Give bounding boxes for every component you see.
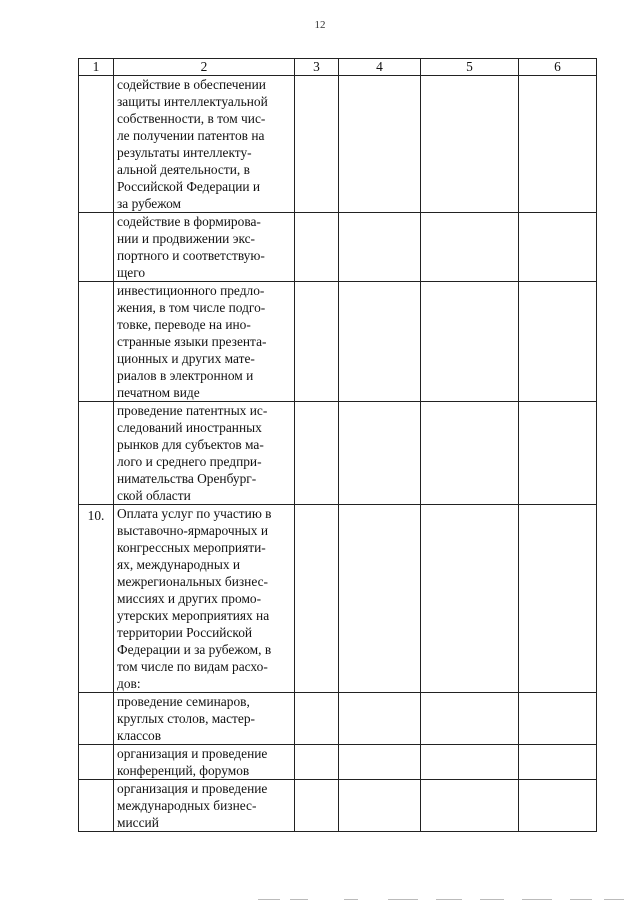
- description-line: собственности, в том чис-: [117, 111, 266, 126]
- row-description-cell: [114, 213, 295, 282]
- table-row: [79, 505, 597, 693]
- row-number-cell: [79, 213, 114, 282]
- description-line: содействие в формирова-: [117, 214, 261, 229]
- description-line: Федерации и за рубежом, в: [117, 642, 272, 657]
- description-line: щего: [117, 265, 146, 280]
- description-line: нии и продвижении экс-: [117, 231, 256, 246]
- empty-cell-col6: [519, 76, 597, 213]
- empty-cell-col3: [295, 282, 339, 402]
- empty-cell-col4: [339, 76, 421, 213]
- empty-cell-col6: [519, 693, 597, 745]
- empty-cell-col6: [519, 780, 597, 832]
- description-line: конгрессных мероприяти-: [117, 540, 266, 555]
- table-row: [79, 693, 597, 745]
- description-line: результаты интеллекту-: [117, 145, 252, 160]
- table-row: [79, 76, 597, 213]
- row-description-cell: [114, 505, 295, 693]
- empty-cell-col3: [295, 213, 339, 282]
- description-line: миссиях и других промо-: [117, 591, 262, 606]
- description-line: Российской Федерации и: [117, 179, 261, 194]
- empty-cell-col4: [339, 505, 421, 693]
- description-line: организация и проведение: [117, 781, 268, 796]
- empty-cell-col3: [295, 402, 339, 505]
- description-line: выставочно-ярмарочных и: [117, 523, 268, 538]
- description-line: ционных и других мате-: [117, 351, 255, 366]
- empty-cell-col5: [421, 213, 519, 282]
- row-number-cell: [79, 282, 114, 402]
- row-description-cell: [114, 745, 295, 780]
- description-line: территории Российской: [117, 625, 253, 640]
- description-line: содействие в обеспечении: [117, 77, 266, 92]
- table-header-row: [79, 59, 597, 76]
- empty-cell-col5: [421, 505, 519, 693]
- empty-cell-col4: [339, 745, 421, 780]
- description-line: странные языки презента-: [117, 334, 267, 349]
- page-number: 12: [314, 19, 326, 31]
- table-row: [79, 213, 597, 282]
- column-header: 6: [519, 59, 597, 76]
- row-number-cell: [79, 745, 114, 780]
- empty-cell-col5: [421, 76, 519, 213]
- empty-cell-col3: [295, 76, 339, 213]
- description-line: товке, переводе на ино-: [117, 317, 251, 332]
- description-line: защиты интеллектуальной: [117, 94, 268, 109]
- column-header: 3: [295, 59, 339, 76]
- row-number-cell: [79, 693, 114, 745]
- description-line: ской области: [117, 488, 191, 503]
- description-line: классов: [117, 728, 162, 743]
- table-row: [79, 780, 597, 832]
- empty-cell-col6: [519, 505, 597, 693]
- empty-cell-col3: [295, 693, 339, 745]
- description-line: инвестиционного предло-: [117, 283, 265, 298]
- description-line: проведение патентных ис-: [117, 403, 268, 418]
- empty-cell-col5: [421, 780, 519, 832]
- empty-cell-col6: [519, 213, 597, 282]
- description-line: ле получении патентов на: [117, 128, 265, 143]
- description-line: нимательства Оренбург-: [117, 471, 257, 486]
- row-number-cell: 10.: [79, 505, 114, 693]
- description-line: конференций, форумов: [117, 763, 250, 778]
- description-line: утерских мероприятиях на: [117, 608, 270, 623]
- row-description-cell: [114, 282, 295, 402]
- empty-cell-col6: [519, 282, 597, 402]
- row-number-cell: [79, 402, 114, 505]
- scan-artifact-marks: [258, 897, 628, 903]
- column-header: 5: [421, 59, 519, 76]
- description-line: межрегиональных бизнес-: [117, 574, 268, 589]
- description-line: портного и соответствую-: [117, 248, 265, 263]
- empty-cell-col3: [295, 745, 339, 780]
- row-description-cell: [114, 780, 295, 832]
- row-description-cell: [114, 693, 295, 745]
- row-description-cell: [114, 402, 295, 505]
- description-line: проведение семинаров,: [117, 694, 250, 709]
- description-line: том числе по видам расхо-: [117, 659, 268, 674]
- empty-cell-col3: [295, 505, 339, 693]
- row-number-cell: [79, 76, 114, 213]
- description-line: за рубежом: [117, 196, 182, 211]
- empty-cell-col5: [421, 282, 519, 402]
- empty-cell-col4: [339, 780, 421, 832]
- description-line: лого и среднего предпри-: [117, 454, 262, 469]
- description-line: организация и проведение: [117, 746, 268, 761]
- column-header: 2: [114, 59, 295, 76]
- description-line: международных бизнес-: [117, 798, 257, 813]
- empty-cell-col4: [339, 213, 421, 282]
- expense-table: [78, 58, 597, 832]
- empty-cell-col5: [421, 745, 519, 780]
- empty-cell-col5: [421, 693, 519, 745]
- description-line: дов:: [117, 676, 141, 691]
- table-row: [79, 745, 597, 780]
- description-line: миссий: [117, 815, 159, 830]
- table-row: [79, 282, 597, 402]
- description-line: альной деятельности, в: [117, 162, 250, 177]
- column-header: 1: [79, 59, 114, 76]
- description-line: рынков для субъектов ма-: [117, 437, 264, 452]
- description-line: жения, в том числе подго-: [117, 300, 266, 315]
- description-line: Оплата услуг по участию в: [117, 506, 272, 521]
- empty-cell-col4: [339, 282, 421, 402]
- table-row: [79, 402, 597, 505]
- column-header: 4: [339, 59, 421, 76]
- empty-cell-col4: [339, 402, 421, 505]
- empty-cell-col4: [339, 693, 421, 745]
- empty-cell-col6: [519, 745, 597, 780]
- row-number-cell: [79, 780, 114, 832]
- description-line: ях, международных и: [117, 557, 241, 572]
- description-line: печатном виде: [117, 385, 200, 400]
- description-line: следований иностранных: [117, 420, 262, 435]
- description-line: риалов в электронном и: [117, 368, 254, 383]
- row-description-cell: [114, 76, 295, 213]
- empty-cell-col6: [519, 402, 597, 505]
- description-line: круглых столов, мастер-: [117, 711, 256, 726]
- empty-cell-col3: [295, 780, 339, 832]
- empty-cell-col5: [421, 402, 519, 505]
